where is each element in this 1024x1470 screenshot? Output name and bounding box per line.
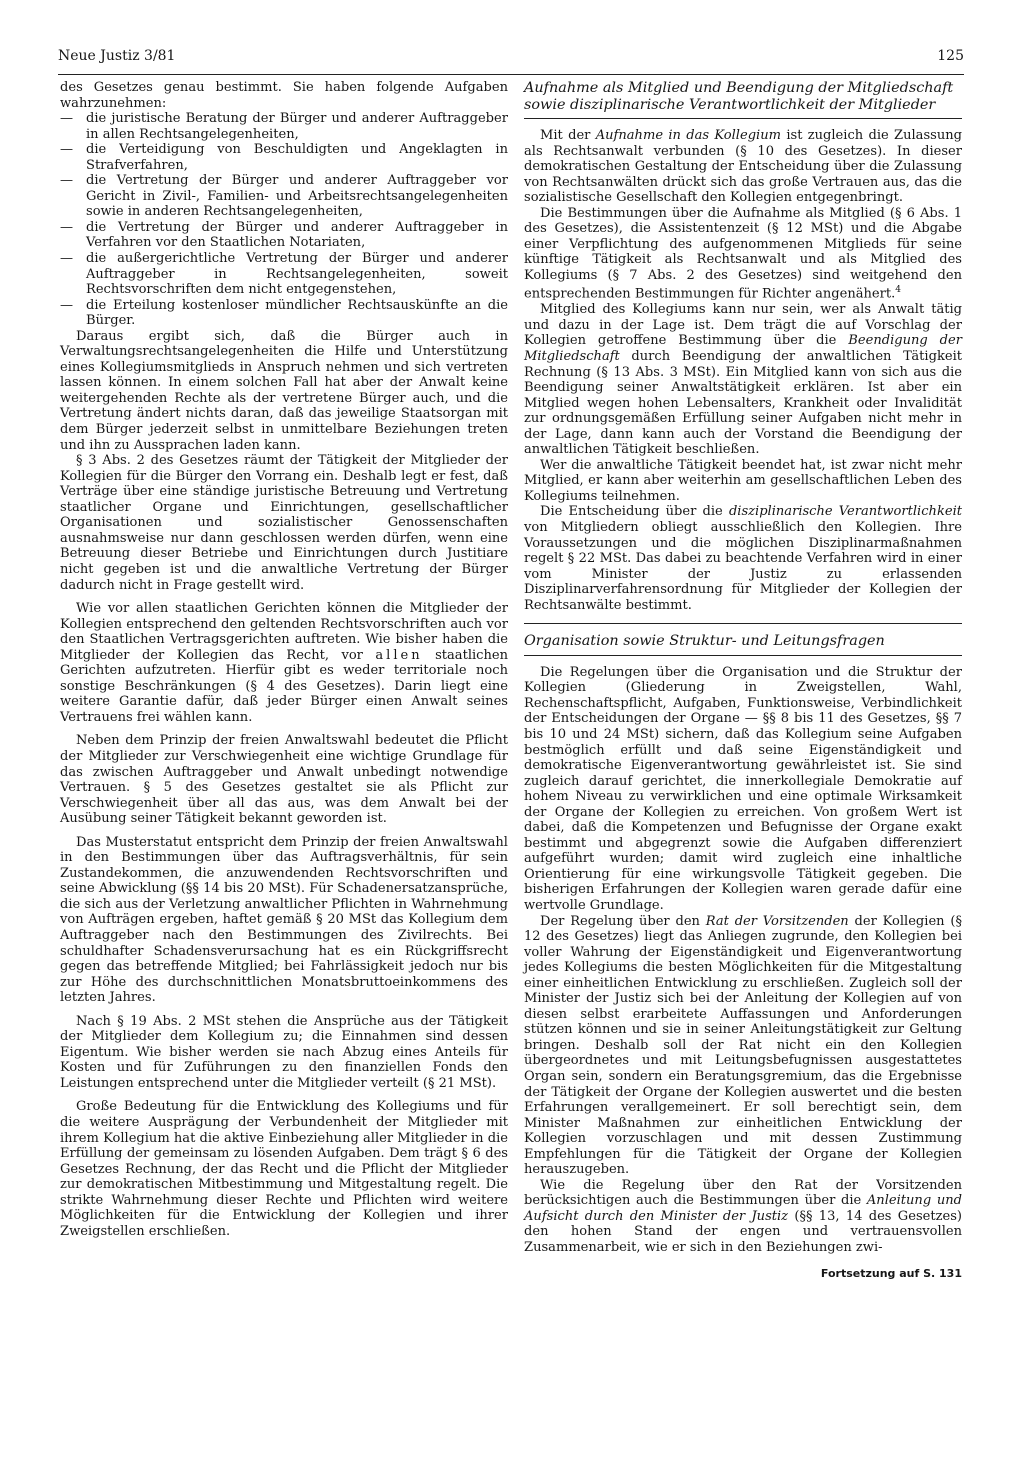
paragraph: Die Entscheidung über die disziplinarische Verantwortlichkeit von Mitgliedern obliegt ausschließlich den Kollegien. Ihre Voraussetzungen und die möglichen Disziplinarmaßnahmen regelt § 22 MSt. Das dabei zu beachtende Verfahren wird in einer vom Minister der Justiz zu erlassenden Disziplinarverfahrensordnung für Mitglieder der Kollegien der Rechtsanwälte bestimmt. [524,504,962,613]
list-item: — die Vertretung der Bürger und anderer Auftraggeber in Verfahren vor den Staatlichen Notariaten, [60,220,508,251]
left-column [60,80,508,1239]
paragraph: Das Musterstatut entspricht dem Prinzip der freien Anwaltswahl in den Bestimmungen über das Auftragsverhältnis, für sein Zustandekommen, die anzuwendenden Rechtsvorschriften und seine Abwicklung (§§ 14 bis 20 MSt). Für Schadenersatzansprüche, die sich aus der Verletzung anwaltlicher Pflichten in Wahrnehmung von Aufträgen ergeben, haftet gemäß § 20 MSt das Kollegium dem Auftraggeber nach den Bestimmungen des Zivilrechts. Bei schuldhafter Schadensverursachung hat es ein Rückgriffsrecht gegen das betreffende Mitglied; bei Fahrlässigkeit jedoch nur bis zur Höhe des durchschnittlichen Monatsbruttoeinkommens des letzten Jahres. [60,834,508,1006]
page-number: 125 [937,48,964,64]
list-item: — die Erteilung kostenloser mündlicher Rechtsauskünfte an die Bürger. [60,298,508,329]
paragraph: Wer die anwaltliche Tätigkeit beendet hat, ist zwar nicht mehr Mitglied, er kann aber weiterhin am gesellschaftlichen Leben des Kollegiums teilnehmen. [524,457,962,504]
paragraph: Mitglied des Kollegiums kann nur sein, wer als Anwalt tätig und dazu in der Lage ist. Dem trägt die auf Vorschlag der Kollegien getroffene Bestimmung über die Beendigung der Mitgliedschaft durch Beendigung der anwaltlichen Tätigkeit Rechnung (§ 13 Abs. 3 MSt). Ein Mitglied kann von sich aus die Beendigung seiner Anwaltstätigkeit erklären. Ist aber ein Mitglied wegen hohen Lebensalters, Krankheit oder Invalidität zur ordnungsgemäßen Erfüllung seiner Aufgaben nicht mehr in der Lage, dann kann auch der Vorstand die Beendigung der anwaltlichen Tätigkeit beschließen. [524,302,962,458]
paragraph: Die Bestimmungen über die Aufnahme als Mitglied (§ 6 Abs. 1 des Gesetzes), die Assistentenzeit (§ 12 MSt) und die Abgabe einer Verpflichtung des aufgenommenen Mitglieds für seine künftige Tätigkeit als Rechtsanwalt und als Mitglied des Kollegiums (§ 7 Abs. 2 des Gesetzes) sind weitgehend den entsprechenden Bestimmungen für Richter angenähert.$^4$ [524,205,962,302]
list-item: — die außergerichtliche Vertretung der Bürger und anderer Auftraggeber in Rechtsangelegenheiten, soweit Rechtsvorschriften dem nicht entgegenstehen, [60,251,508,298]
paragraph: Daraus ergibt sich, daß die Bürger auch in Verwaltungsrechtsangelegenheiten die Hilfe und Unterstützung eines Kollegiumsmitglieds in Anspruch nehmen und sich vertreten lassen können. In einem solchen Fall hat aber der Anwalt keine weitergehenden Rechte als der vertretene Bürger auch, und die Vertretung ändert nichts daran, daß das jeweilige Staatsorgan mit dem Bürger jederzeit selbst in unmittelbare Beziehungen treten und ihn zu Aussprachen laden kann. [60,328,508,453]
section-rule [524,655,962,656]
spaced-emphasis: allen [375,647,423,663]
section-rule [524,118,962,119]
list-item: — die Vertretung der Bürger und anderer Auftraggeber vor Gericht in Zivil-, Familien- und Arbeitsrechtsangelegenheiten sowie in anderen Rechtsangelegenheiten, [60,173,508,220]
intro-paragraph: des Gesetzes genau bestimmt. Sie haben folgende Aufgaben wahrzunehmen: [60,80,508,111]
right-column [524,80,962,1281]
continuation-note: Fortsetzung auf S. 131 [820,1266,962,1280]
paragraph: Mit der Aufnahme in das Kollegium ist zugleich die Zulassung als Rechtsanwalt verbunden (§ 10 des Gesetzes). In dieser demokratischen Gestaltung der Entscheidung über die Zulassung von Rechtsanwälten drückt sich das große Vertrauen aus, das die sozialistische Gesellschaft den Kollegien entgegenbringt. [524,128,962,206]
paragraph: Große Bedeutung für die Entwicklung des Kollegiums und für die weitere Ausprägung der Verbundenheit der Mitglieder mit ihrem Kollegium hat die aktive Einbeziehung aller Mitglieder in die Erfüllung der gemeinsam zu lösenden Aufgaben. Dem trägt § 6 des Gesetzes Rechnung, der das Recht und die Pflicht der Mitglieder zur demokratischen Mitbestimmung und Mitgestaltung regelt. Die strikte Wahrnehmung dieser Rechte und Pflichten wird weitere Möglichkeiten für die Entwicklung der Kollegien und ihrer Zweigstellen erschließen. [60,1099,508,1239]
paragraph: Die Regelungen über die Organisation und die Struktur der Kollegien (Gliederung in Zweigstellen, Wahl, Rechenschaftspflicht, Aufgaben, Funktionsweise, Verbindlichkeit der Entscheidungen der Organe — §§ 8 bis 11 des Gesetzes, §§ 7 bis 10 und 24 MSt) sichern, daß das Kollegium seine Aufgaben bestmöglich erfüllt und daß seine Eigenständigkeit und demokratische Eigenverantwortung gewährleistet ist. Sie sind zugleich darauf gerichtet, die innerkollegiale Demokratie auf hohem Niveau zu verwirklichen und eine optimale Wirksamkeit der Organe der Kollegien zu erreichen. Von großem Wert ist dabei, daß die Kompetenzen und Befugnisse der Organe exakt bestimmt und abgegrenzt sowie die Aufgaben differenziert aufgeführt wurden; damit wird zugleich eine inhaltliche Orientierung für eine wirkungsvolle Tätigkeit gegeben. Die bisherigen Erfahrungen der Kollegien waren gerade dafür eine wertvolle Grundlage. [524,664,962,913]
list-item: — die juristische Beratung der Bürger und anderer Auftraggeber in allen Rechtsangelegenheiten, [60,111,508,142]
paragraph: Der Regelung über den Rat der Vorsitzenden der Kollegien (§ 12 des Gesetzes) liegt das Anliegen zugrunde, den Kollegien bei voller Wahrung der Eigenständigkeit und Eigenverantwortung jedes Kollegiums die besten Möglichkeiten für die Mitgestaltung einer einheitlichen Entwicklung zu erschließen. Zugleich soll der Minister der Justiz sich bei der Anleitung der Kollegien auf von diesen selbst erarbeitete Auffassungen und Anforderungen stützen können und sie in seiner Anleitungstätigkeit zur Geltung bringen. Deshalb soll der Rat nicht ein den Kollegien übergeordnetes und mit Leitungsbefugnissen ausgestattetes Organ sein, sondern ein Beratungsgremium, das die Ergebnisse der Tätigkeit der Organe der Kollegien auswertet und die besten Erfahrungen verallgemeinert. Er soll berechtigt sein, dem Minister Maßnahmen zur einheitlichen Entwicklung der Kollegien vorzuschlagen und mit dessen Zustimmung Empfehlungen für die Tätigkeit der Organe der Kollegien herauszugeben. [524,913,962,1178]
footnote-ref: 4 [895,285,902,296]
paragraph: Neben dem Prinzip der freien Anwaltswahl bedeutet die Pflicht der Mitglieder zur Verschwiegenheit eine wichtige Grundlage für das zwischen Auftraggeber und Anwalt unbedingt notwendige Vertrauen. § 5 des Gesetzes gestaltet sie als Pflicht zur Verschwiegenheit über all das aus, was dem Anwalt bei der Ausübung seiner Tätigkeit bekannt geworden ist. [60,733,508,827]
section-heading: Aufnahme als Mitglied und Beendigung der Mitgliedschaft sowie disziplinarische Verantwortlichkeit der Mitglieder [524,80,954,113]
section-rule [524,623,962,624]
page-header [58,48,964,75]
list-item: — die Verteidigung von Beschuldigten und Angeklagten in Strafverfahren, [60,142,508,173]
section-heading: Organisation sowie Struktur- und Leitungsfragen [524,633,885,650]
paragraph: Wie vor allen staatlichen Gerichten können die Mitglieder der Kollegien entsprechend den geltenden Rechtsvorschriften auch vor den Staatlichen Vertragsgerichten auftreten. Wie bisher haben die Mitglieder der Kollegien das Recht, vor allen staatlichen Gerichten aufzutreten. Hierfür gibt es weder territoriale noch sonstige Beschränkungen (§ 4 des Gesetzes). Darin liegt eine weitere Garantie dafür, daß jeder Bürger einen Anwalt seines Vertrauens frei wählen kann. [60,601,508,725]
paragraph: Nach § 19 Abs. 2 MSt stehen die Ansprüche aus der Tätigkeit der Mitglieder dem Kollegium zu; die Einnahmen sind dessen Eigentum. Wie bisher werden sie nach Abzug eines Anteils für Kosten und für Zuführungen zu den finanziellen Fonds den Leistungen entsprechend unter die Mitglieder verteilt (§ 21 MSt). [60,1013,508,1091]
paragraph: Wie die Regelung über den Rat der Vorsitzenden berücksichtigen auch die Bestimmungen über die Anleitung und Aufsicht durch den Minister der Justiz (§§ 13, 14 des Gesetzes) den hohen Stand der engen und vertrauensvollen Zusammenarbeit, wie er sich in den Beziehungen zwi- [524,1177,962,1256]
duties-list [60,111,508,329]
journal-issue: Neue Justiz 3/81 [58,48,176,64]
paragraph: § 3 Abs. 2 des Gesetzes räumt der Tätigkeit der Mitglieder der Kollegien für die Bürger den Vorrang ein. Deshalb legt er fest, daß Verträge über eine ständige juristische Betreuung und Vertretung staatlicher Organe und Einrichtungen, gesellschaftlicher Organisationen und sozialistischer Genossenschaften ausnahmsweise nur dann geschlossen werden dürfen, wenn eine Betreuung dieser Betriebe und Einrichtungen durch Justitiare nicht gegeben ist und die anwaltliche Vertretung der Bürger dadurch nicht in Frage gestellt wird. [60,453,508,593]
